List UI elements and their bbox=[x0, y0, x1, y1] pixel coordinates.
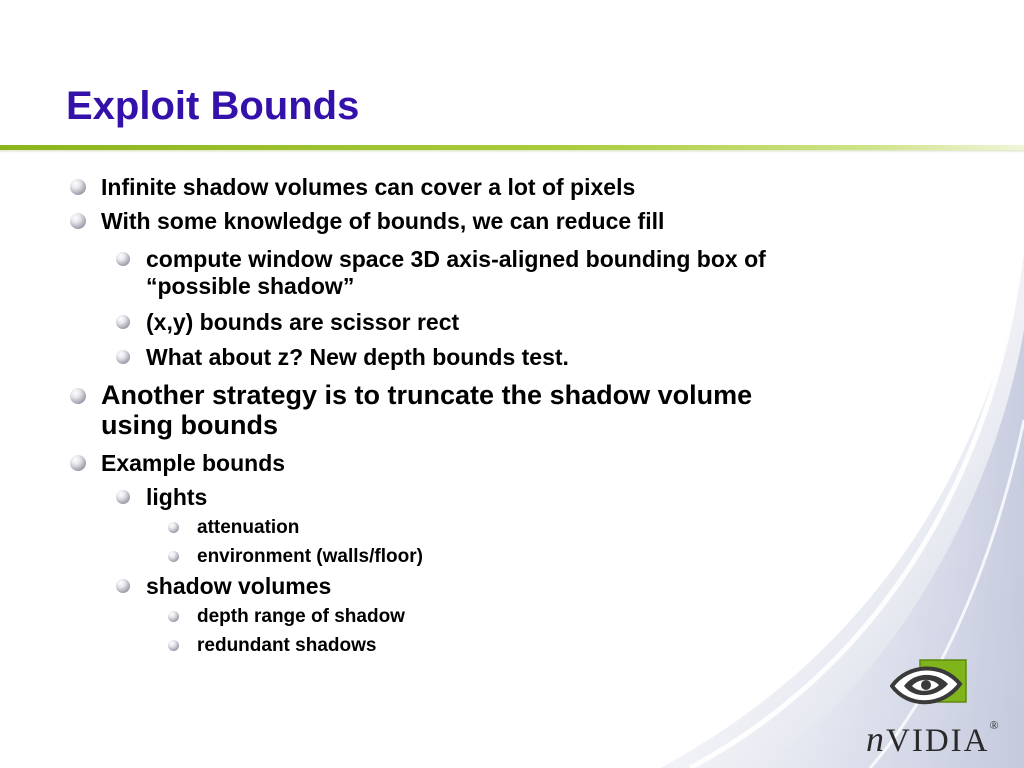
bullet-sphere-icon bbox=[116, 252, 130, 266]
bullet-text: redundant shadows bbox=[197, 635, 377, 656]
bullet-sphere-icon bbox=[168, 522, 179, 533]
bullet-text-continuation: using bounds bbox=[101, 410, 278, 440]
bullet-sphere-icon bbox=[70, 388, 86, 404]
bullet-text: attenuation bbox=[197, 517, 300, 538]
bullet-text: Another strategy is to truncate the shadow volume bbox=[101, 380, 753, 410]
nvidia-eye-icon bbox=[890, 658, 970, 716]
bullet-text: shadow volumes bbox=[146, 573, 332, 599]
bullet-sphere-icon bbox=[168, 640, 179, 651]
bullet-sphere-icon bbox=[116, 350, 130, 364]
logo-initial: n bbox=[866, 719, 886, 759]
slide-title: Exploit Bounds bbox=[66, 84, 360, 128]
bullet-sphere-icon bbox=[70, 179, 86, 195]
bullet-sphere-icon bbox=[70, 213, 86, 229]
bullet-text: With some knowledge of bounds, we can reduce fill bbox=[101, 208, 665, 234]
bullet-sphere-icon bbox=[168, 551, 179, 562]
bullet-text: What about z? New depth bounds test. bbox=[146, 344, 569, 370]
bullet-text: Infinite shadow volumes can cover a lot of pixels bbox=[101, 174, 636, 200]
bullet-text: environment (walls/floor) bbox=[197, 546, 423, 567]
nvidia-wordmark bbox=[866, 718, 999, 760]
bullet-sphere-icon bbox=[70, 455, 86, 471]
bullet-text: (x,y) bounds are scissor rect bbox=[146, 309, 460, 335]
registered-mark: ® bbox=[989, 718, 999, 732]
bullet-text: Example bounds bbox=[101, 450, 286, 476]
bullet-text-continuation: “possible shadow” bbox=[146, 273, 355, 299]
bullet-text: depth range of shadow bbox=[197, 606, 405, 627]
bullet-text: compute window space 3D axis-aligned bounding box of bbox=[146, 246, 766, 272]
nvidia-logo bbox=[860, 658, 1010, 758]
logo-rest: VIDIA bbox=[886, 723, 990, 759]
bullet-text: lights bbox=[146, 484, 208, 510]
bullet-sphere-icon bbox=[116, 490, 130, 504]
bullet-sphere-icon bbox=[168, 611, 179, 622]
bullet-sphere-icon bbox=[116, 315, 130, 329]
bullet-sphere-icon bbox=[116, 579, 130, 593]
